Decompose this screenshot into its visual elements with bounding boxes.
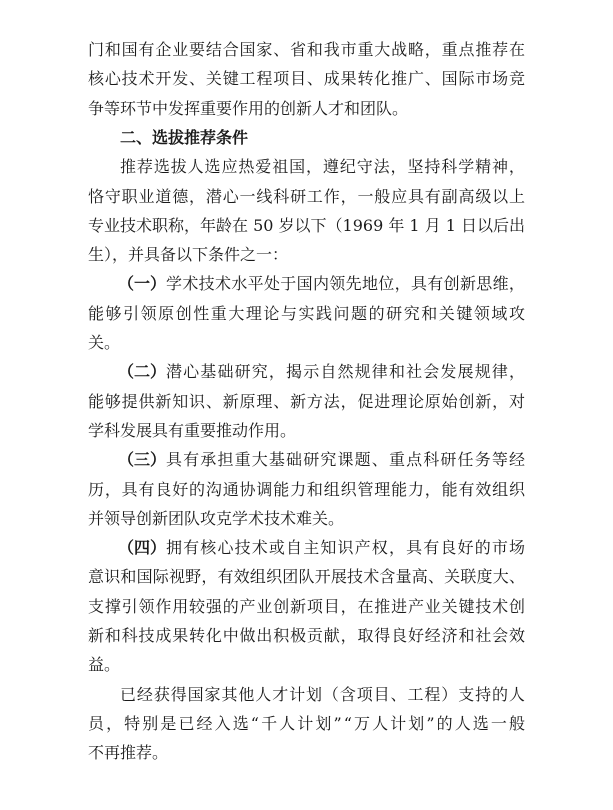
section-heading: 二、选拔推荐条件 [120, 128, 249, 147]
condition-3-line-2: 历，具有良好的沟通协调能力和组织管理能力，能有效组织 [88, 480, 526, 499]
general-line-1: 推荐选拔人选应热爱祖国，遵纪守法，坚持科学精神， [120, 157, 526, 176]
general-line-2: 恪守职业道德，潜心一线科研工作，一般应具有副高级以上 [88, 187, 526, 206]
closing-line-2: 员，特别是已经入选“千人计划”“万人计划”的人选一般 [88, 714, 528, 733]
condition-1-line-3: 关。 [88, 333, 121, 352]
closing-line-1: 已经获得国家其他人才计划（含项目、工程）支持的人 [120, 685, 526, 704]
condition-2-marker: （二） [118, 362, 167, 381]
condition-4-line-2: 意识和国际视野，有效组织团队开展技术含量高、关联度大、 [88, 567, 526, 586]
condition-4-line-3: 支撑引领作用较强的产业创新项目，在推进产业关键技术创 [88, 597, 526, 616]
intro-line-3: 争等环节中发挥重要作用的创新人才和团队。 [88, 99, 409, 118]
general-line-4: 生），并具备以下条件之一： [88, 245, 289, 264]
closing-line-3: 不再推荐。 [88, 743, 169, 762]
general-line-3: 专业技术职称，年龄在 50 岁以下（1969 年 1 月 1 日以后出 [88, 216, 526, 235]
condition-2-line-1: （二） 潜心基础研究，揭示自然规律和社会发展规律， [0, 360, 613, 384]
condition-3-line-1: （三） 具有承担重大基础研究课题、重点科研任务等经 [0, 448, 613, 472]
condition-1-line-2: 能够引领原创性重大理论与实践问题的研究和关键领域攻 [88, 304, 527, 323]
intro-line-2: 核心技术开发、关键工程项目、成果转化推广、国际市场竞 [88, 69, 526, 88]
condition-4-marker: （四） [118, 538, 167, 557]
condition-3-marker: （三） [118, 450, 167, 469]
condition-2-line-3: 学科发展具有重要推动作用。 [88, 421, 297, 440]
condition-4-line-4: 新和科技成果转化中做出积极贡献，取得良好经济和社会效 [88, 626, 526, 645]
condition-1-line-1: （一） 学术技术水平处于国内领先地位，具有创新思维， [0, 272, 613, 296]
condition-3-line-3: 并领导创新团队攻克学术技术难关。 [88, 509, 345, 528]
intro-line-1: 门和国有企业要结合国家、省和我市重大战略，重点推荐在 [88, 40, 526, 59]
condition-4-line-1: （四） 拥有核心技术或自主知识产权，具有良好的市场 [0, 536, 613, 560]
condition-1-marker: （一） [118, 274, 167, 293]
condition-4-line-5: 益。 [88, 655, 121, 674]
condition-2-line-2: 能够提供新知识、新原理、新方法，促进理论原始创新，对 [88, 392, 526, 411]
